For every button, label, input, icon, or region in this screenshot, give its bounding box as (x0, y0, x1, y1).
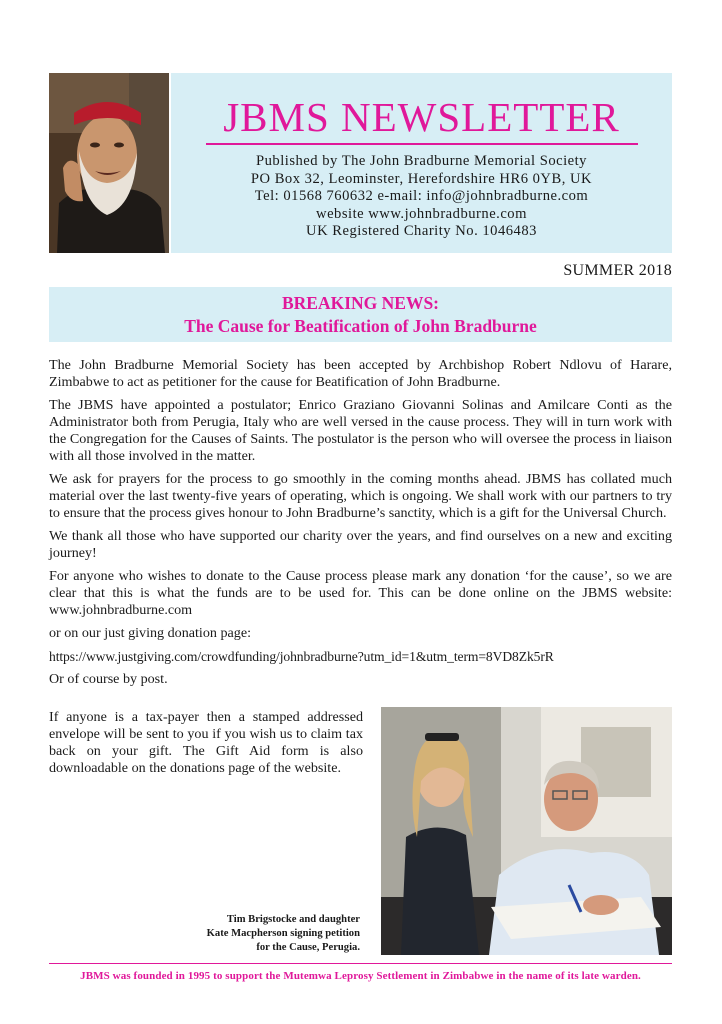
petition-signing-photo (381, 707, 672, 955)
masthead (171, 73, 672, 253)
paragraph-petitioner: The John Bradburne Memorial Society has been accepted by Archbishop Robert Ndlovu of Harare, Zimbabwe to act as petitioner for the cause for Beatification of John Bradburne. (49, 357, 672, 390)
breaking-news-label: BREAKING NEWS: (281, 293, 440, 313)
title-underline (206, 143, 638, 145)
paragraph-by-post: Or of course by post. (49, 671, 168, 687)
photo-caption (150, 913, 360, 955)
caption-line: Tim Brigstocke and daughter (226, 914, 360, 925)
justgiving-link[interactable]: https://www.justgiving.com/crowdfunding/johnbradburne?utm_id=1&utm_term=8VD8Zk5rR (49, 649, 554, 664)
issue-date: SUMMER 2018 (563, 262, 672, 279)
paragraph-thanks: We thank all those who have supported our charity over the years, and find ourselves on a new and exciting journey! (49, 528, 672, 561)
breaking-news-headline: The Cause for Beatification of John Bradburne (184, 316, 537, 336)
caption-line: Kate Macpherson signing petition (206, 928, 360, 939)
newsletter-title: JBMS NEWSLETTER (223, 94, 620, 140)
newsletter-header (49, 73, 672, 253)
publisher-line: Published by The John Bradburne Memorial Society (256, 153, 587, 169)
paragraph-justgiving-intro: or on our just giving donation page: (49, 625, 251, 641)
footer-note: JBMS was founded in 1995 to support the Mutemwa Leprosy Settlement in Zimbabwe in the name of its late warden. (80, 970, 641, 982)
contact-line: Tel: 01568 760632 e-mail: info@johnbradburne.com (254, 188, 589, 204)
address-line: PO Box 32, Leominster, Herefordshire HR6 0YB, UK (250, 170, 593, 187)
paragraph-postulator: The JBMS have appointed a postulator; Enrico Graziano Giovanni Solinas and Amilcare Conti as the Administrator both from Perugia, Italy who are well versed in the cause process. They will in turn work with the Congregation for the Causes of Saints. The postulator is the person who will oversee the process in liaison with all those involved in the matter. (49, 397, 672, 464)
article-body (49, 357, 672, 694)
paragraph-prayers: We ask for prayers for the process to go smoothly in the coming months ahead. JBMS has collated much material over the last twenty-five years of operating, which is ongoing. We shall work with our partners to try to ensure that the process gives honour to John Bradburne’s sanctity, which is a gift for the Universal Church. (49, 471, 672, 521)
website-line: website www.johnbradburne.com (316, 205, 527, 222)
john-bradburne-portrait (49, 73, 169, 253)
caption-line: for the Cause, Perugia. (256, 942, 360, 953)
paragraph-gift-aid: If anyone is a tax-payer then a stamped addressed envelope will be sent to you if you wish us to claim tax back on your gift. The Gift Aid form is also downloadable on the donations page of the website. (49, 709, 363, 776)
footer-divider (49, 963, 672, 964)
charity-number-line: UK Registered Charity No. 1046483 (306, 223, 537, 239)
paragraph-donate: For anyone who wishes to donate to the Cause process please mark any donation ‘for the cause’, so we are clear that this is what the funds are to be used for. This can be done online on the JBMS website: www.johnbradburne.com (49, 568, 672, 618)
breaking-news-banner (49, 287, 672, 342)
